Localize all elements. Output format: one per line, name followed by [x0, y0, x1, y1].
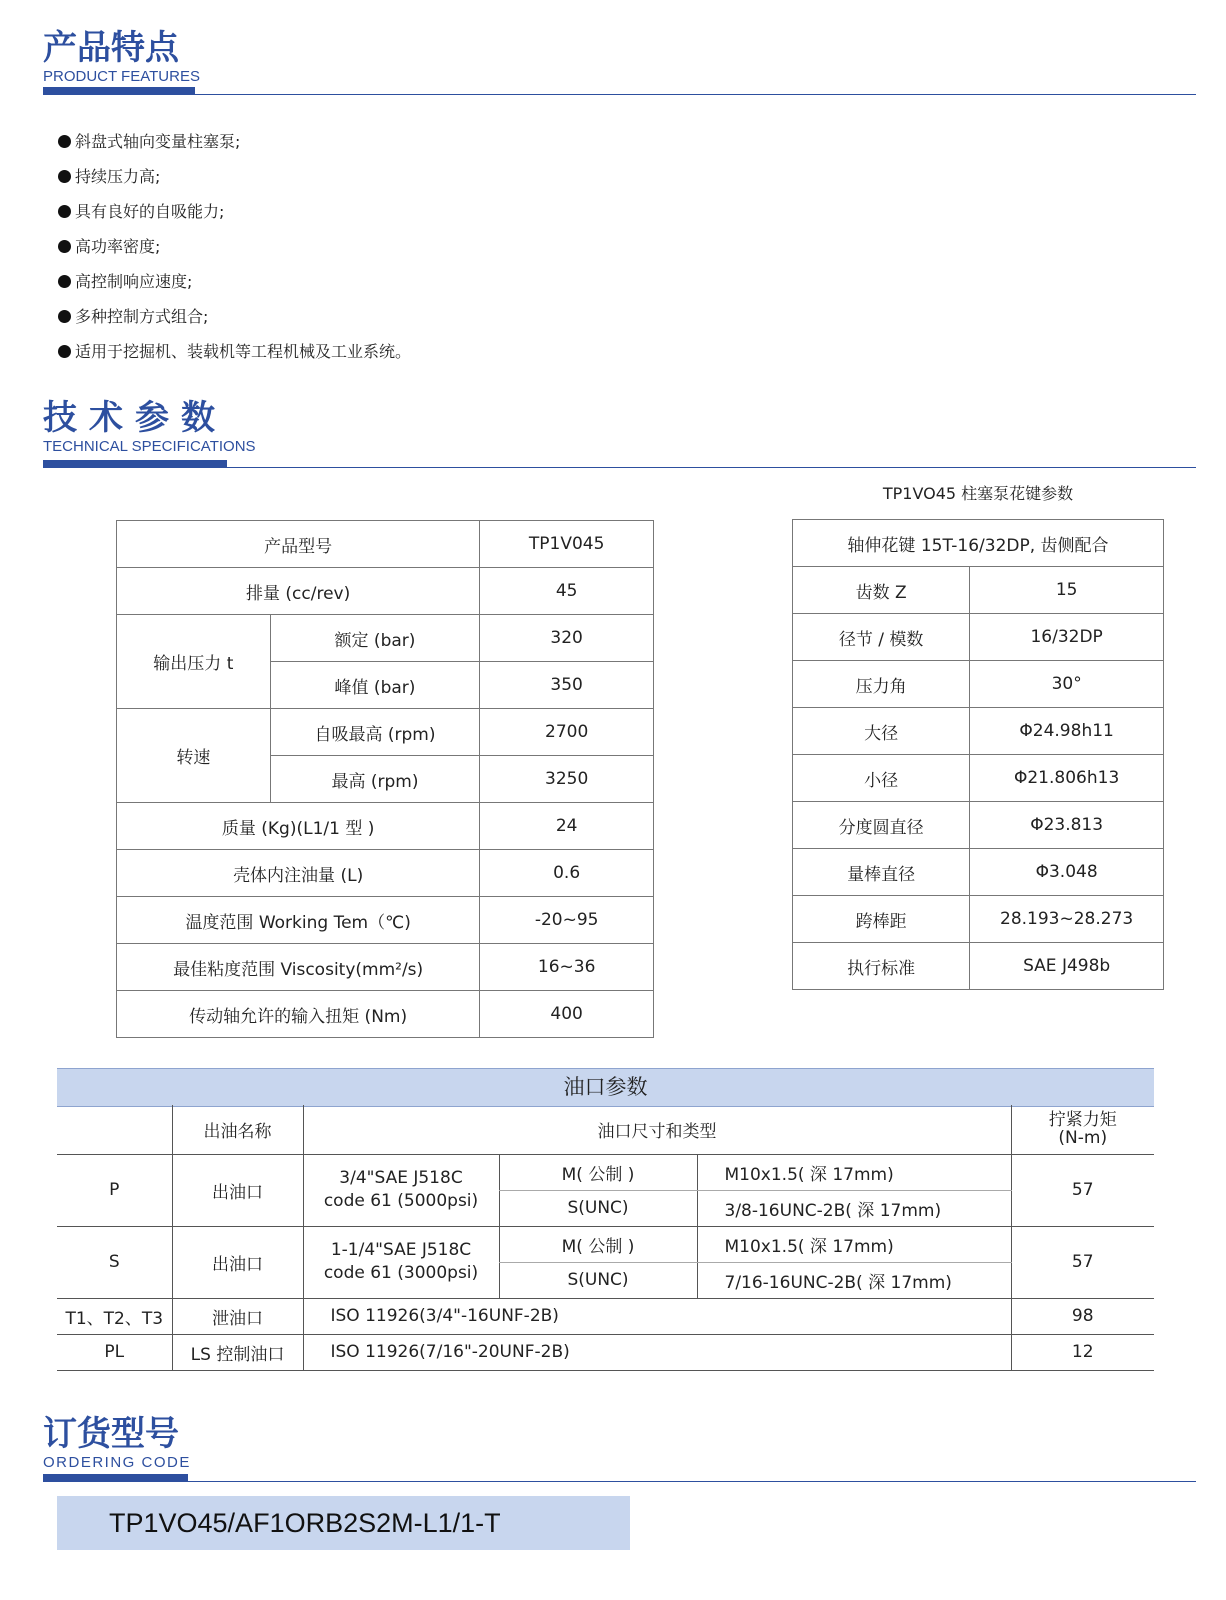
ordering-code: TP1VO45/AF1ORB2S2M-L1/1-T — [57, 1496, 630, 1550]
port-col-blank — [57, 1105, 172, 1154]
ordering-title: 订货型号 — [43, 1414, 179, 1454]
table-row — [57, 1105, 1154, 1154]
spline-label: 跨棒距 — [793, 896, 970, 943]
table-row — [793, 567, 1164, 614]
port-p-torque: 57 — [1011, 1154, 1154, 1226]
spline-value: Φ3.048 — [970, 849, 1164, 896]
max-speed-value: 3250 — [480, 756, 654, 803]
table-row — [793, 708, 1164, 755]
port-pl-id: PL — [57, 1334, 172, 1370]
table-row — [57, 1226, 1154, 1262]
bullet-icon — [58, 345, 71, 358]
port-s-metric-label: M( 公制 ) — [499, 1226, 697, 1262]
port-table — [57, 1105, 1154, 1371]
feature-item: 斜盘式轴向变量柱塞泵; — [58, 124, 411, 159]
table-row — [793, 849, 1164, 896]
table-row — [117, 897, 654, 944]
bullet-icon — [58, 240, 71, 253]
self-priming-value: 2700 — [480, 709, 654, 756]
spline-label: 执行标准 — [793, 943, 970, 990]
feature-item: 高控制响应速度; — [58, 264, 411, 299]
spline-value: 15 — [970, 567, 1164, 614]
feature-item: 高功率密度; — [58, 229, 411, 264]
table-row — [117, 615, 654, 662]
rated-value: 320 — [480, 615, 654, 662]
table-row — [117, 521, 654, 568]
torque-label: 传动轴允许的输入扭矩 (Nm) — [117, 991, 480, 1038]
spline-value: SAE J498b — [970, 943, 1164, 990]
spline-label: 齿数 Z — [793, 567, 970, 614]
table-row — [793, 896, 1164, 943]
feature-item: 适用于挖掘机、装载机等工程机械及工业系统。 — [58, 334, 411, 369]
features-subtitle: PRODUCT FEATURES — [43, 68, 200, 85]
spline-value: 16/32DP — [970, 614, 1164, 661]
table-row — [793, 520, 1164, 567]
spline-table — [792, 519, 1164, 990]
displacement-label: 排量 (cc/rev) — [117, 568, 480, 615]
port-t-torque: 98 — [1011, 1298, 1154, 1334]
oil-label: 壳体内注油量 (L) — [117, 850, 480, 897]
table-row — [117, 944, 654, 991]
pressure-label: 输出压力 t — [117, 615, 271, 709]
rated-label: 额定 (bar) — [270, 615, 480, 662]
port-p-metric-value: M10x1.5( 深 17mm) — [697, 1154, 1011, 1190]
ordering-subtitle: ORDERING CODE — [43, 1454, 191, 1471]
table-row — [793, 755, 1164, 802]
feature-list — [58, 124, 411, 369]
tech-title: 技术参数 — [43, 398, 227, 438]
bullet-icon — [58, 275, 71, 288]
port-t-spec: ISO 11926(3/4"-16UNF-2B) — [303, 1298, 1011, 1334]
ordering-divider — [188, 1481, 1196, 1482]
tech-section-header — [43, 398, 256, 455]
spline-label: 大径 — [793, 708, 970, 755]
model-label: 产品型号 — [117, 521, 480, 568]
bullet-icon — [58, 135, 71, 148]
feature-item: 多种控制方式组合; — [58, 299, 411, 334]
port-t-name: 泄油口 — [172, 1298, 303, 1334]
speed-label: 转速 — [117, 709, 271, 803]
port-s-unc-label: S(UNC) — [499, 1262, 697, 1298]
table-row — [793, 802, 1164, 849]
ordering-section-header — [43, 1414, 191, 1471]
spline-value: 30° — [970, 661, 1164, 708]
table-row — [117, 850, 654, 897]
model-value: TP1V045 — [480, 521, 654, 568]
spline-header: 轴伸花键 15T-16/32DP, 齿侧配合 — [793, 520, 1164, 567]
table-row — [117, 803, 654, 850]
feature-item: 持续压力高; — [58, 159, 411, 194]
self-priming-label: 自吸最高 (rpm) — [270, 709, 480, 756]
port-p-id: P — [57, 1154, 172, 1226]
viscosity-label: 最佳粘度范围 Viscosity(mm²/s) — [117, 944, 480, 991]
port-p-name: 出油口 — [172, 1154, 303, 1226]
mass-label: 质量 (Kg)(L1/1 型 ) — [117, 803, 480, 850]
port-s-metric-value: M10x1.5( 深 17mm) — [697, 1226, 1011, 1262]
table-row — [57, 1334, 1154, 1370]
port-pl-spec: ISO 11926(7/16"-20UNF-2B) — [303, 1334, 1011, 1370]
port-pl-torque: 12 — [1011, 1334, 1154, 1370]
table-row — [793, 943, 1164, 990]
tech-subtitle: TECHNICAL SPECIFICATIONS — [43, 438, 256, 455]
tech-title-bar — [43, 460, 227, 468]
spline-value: 28.193~28.273 — [970, 896, 1164, 943]
table-row — [57, 1298, 1154, 1334]
port-t-id: T1、T2、T3 — [57, 1298, 172, 1334]
ordering-title-bar — [43, 1474, 188, 1482]
peak-label: 峰值 (bar) — [270, 662, 480, 709]
bullet-icon — [58, 310, 71, 323]
features-section-header — [43, 28, 200, 85]
port-s-id: S — [57, 1226, 172, 1298]
table-row — [117, 709, 654, 756]
bullet-icon — [58, 170, 71, 183]
viscosity-value: 16~36 — [480, 944, 654, 991]
spec-table — [116, 520, 654, 1038]
spline-caption: TP1VO45 柱塞泵花键参数 — [882, 484, 1074, 503]
spline-value: Φ24.98h11 — [970, 708, 1164, 755]
table-row — [57, 1154, 1154, 1190]
temp-value: -20~95 — [480, 897, 654, 944]
port-s-spec: 1-1/4"SAE J518C code 61 (3000psi) — [303, 1226, 499, 1298]
feature-item: 具有良好的自吸能力; — [58, 194, 411, 229]
table-row — [117, 568, 654, 615]
port-pl-name: LS 控制油口 — [172, 1334, 303, 1370]
port-p-metric-label: M( 公制 ) — [499, 1154, 697, 1190]
peak-value: 350 — [480, 662, 654, 709]
table-row — [793, 661, 1164, 708]
max-speed-label: 最高 (rpm) — [270, 756, 480, 803]
port-p-unc-value: 3/8-16UNC-2B( 深 17mm) — [697, 1190, 1011, 1226]
table-row — [117, 991, 654, 1038]
spline-value: Φ23.813 — [970, 802, 1164, 849]
bullet-icon — [58, 205, 71, 218]
spline-label: 径节 / 模数 — [793, 614, 970, 661]
features-title-bar — [43, 87, 195, 95]
port-s-name: 出油口 — [172, 1226, 303, 1298]
features-title: 产品特点 — [43, 28, 179, 68]
spline-label: 分度圆直径 — [793, 802, 970, 849]
port-table-title: 油口参数 — [57, 1068, 1154, 1107]
port-col-torque: 拧紧力矩 (N-m) — [1011, 1105, 1154, 1154]
spline-label: 量棒直径 — [793, 849, 970, 896]
spline-label: 小径 — [793, 755, 970, 802]
port-col-name: 出油名称 — [172, 1105, 303, 1154]
port-p-spec: 3/4"SAE J518C code 61 (5000psi) — [303, 1154, 499, 1226]
features-divider — [195, 94, 1196, 95]
temp-label: 温度范围 Working Tem（℃) — [117, 897, 480, 944]
mass-value: 24 — [480, 803, 654, 850]
port-col-size: 油口尺寸和类型 — [303, 1105, 1011, 1154]
table-row — [793, 614, 1164, 661]
port-s-torque: 57 — [1011, 1226, 1154, 1298]
port-p-unc-label: S(UNC) — [499, 1190, 697, 1226]
oil-value: 0.6 — [480, 850, 654, 897]
port-s-unc-value: 7/16-16UNC-2B( 深 17mm) — [697, 1262, 1011, 1298]
torque-value: 400 — [480, 991, 654, 1038]
spline-label: 压力角 — [793, 661, 970, 708]
tech-divider — [227, 467, 1196, 468]
spline-value: Φ21.806h13 — [970, 755, 1164, 802]
displacement-value: 45 — [480, 568, 654, 615]
